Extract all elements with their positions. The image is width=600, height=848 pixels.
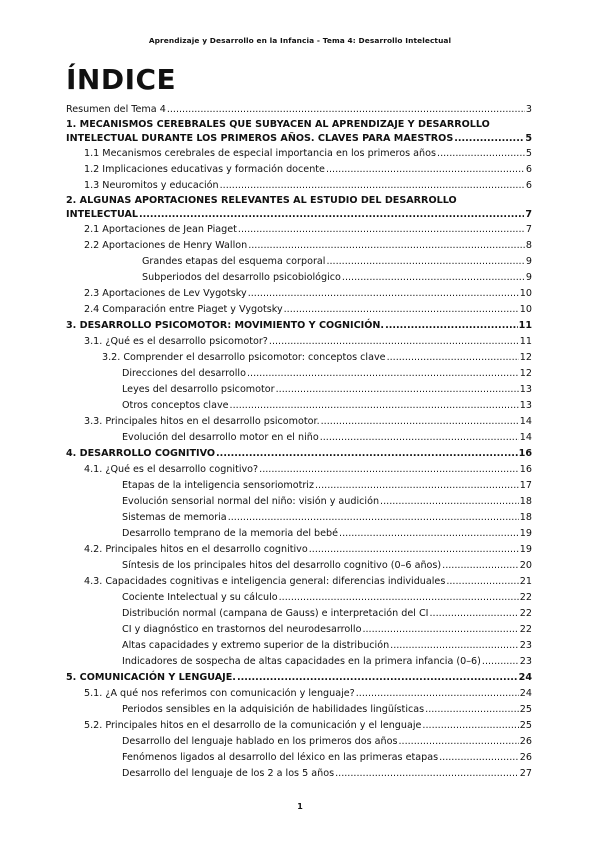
toc-entry-4-2[interactable]: 4.2. Principales hitos en el desarrollo cognitivo ..... 19 xyxy=(66,542,532,558)
toc-entry-4-1-c[interactable]: Sistemas de memoria ..... 18 xyxy=(66,510,532,526)
toc-entry-section-2[interactable]: 2. ALGUNAS APORTACIONES RELEVANTES AL ESTUDIO DEL DESARROLLO INTELECTUAL ..... 7 xyxy=(66,194,532,222)
toc-entry-5-2-b[interactable]: Fenómenos ligados al desarrollo del léxico en las primeras etapas ..... 26 xyxy=(66,750,532,766)
toc-entry-1-1[interactable]: 1.1 Mecanismos cerebrales de especial importancia en los primeros años ..... 5 xyxy=(66,146,532,162)
toc-entry-3-2-b[interactable]: Leyes del desarrollo psicomotor ..... 13 xyxy=(66,382,532,398)
toc-entry-4-3-d[interactable]: Altas capacidades y extremo superior de la distribución ..... 23 xyxy=(66,638,532,654)
toc-entry-section-5[interactable]: 5. COMUNICACIÓN Y LENGUAJE. ..... 24 xyxy=(66,670,532,686)
toc-entry-4-3-e[interactable]: Indicadores de sospecha de altas capacidades en la primera infancia (0–6) ..... 23 xyxy=(66,654,532,670)
toc-entry-2-2-b[interactable]: Subperiodos del desarrollo psicobiológico ..... 9 xyxy=(66,270,532,286)
toc-entry-4-3-c[interactable]: CI y diagnóstico en trastornos del neurodesarrollo ..... 22 xyxy=(66,622,532,638)
toc-entry-3-2-c[interactable]: Otros conceptos clave ..... 13 xyxy=(66,398,532,414)
toc-entry-1-3[interactable]: 1.3 Neuromitos y educación ..... 6 xyxy=(66,178,532,194)
toc-entry-4-3-b[interactable]: Distribución normal (campana de Gauss) e interpretación del CI ..... 22 xyxy=(66,606,532,622)
toc-entry-4-1-d[interactable]: Desarrollo temprano de la memoria del bebé ..... 19 xyxy=(66,526,532,542)
toc-entry-section-1[interactable]: 1. MECANISMOS CEREBRALES QUE SUBYACEN AL APRENDIZAJE Y DESARROLLO INTELECTUAL DURANTE LOS PRIMEROS AÑOS. CLAVES PARA MAESTROS ..... 5 xyxy=(66,118,532,146)
toc-entry-5-1[interactable]: 5.1. ¿A qué nos referimos con comunicación y lenguaje? ..... 24 xyxy=(66,686,532,702)
toc-entry-section-3[interactable]: 3. DESARROLLO PSICOMOTOR: MOVIMIENTO Y COGNICIÓN. ..... 11 xyxy=(66,318,532,334)
toc-entry-4-3-a[interactable]: Cociente Intelectual y su cálculo ..... 22 xyxy=(66,590,532,606)
table-of-contents xyxy=(66,102,532,782)
toc-entry-1-2[interactable]: 1.2 Implicaciones educativas y formación docente ..... 6 xyxy=(66,162,532,178)
toc-entry-3-2-a[interactable]: Direcciones del desarrollo ..... 12 xyxy=(66,366,532,382)
toc-entry-2-3[interactable]: 2.3 Aportaciones de Lev Vygotsky ..... 10 xyxy=(66,286,532,302)
toc-entry-4-3[interactable]: 4.3. Capacidades cognitivas e inteligencia general: diferencias individuales ..... 21 xyxy=(66,574,532,590)
toc-entry-resumen[interactable]: Resumen del Tema 4 ..... 3 xyxy=(66,102,532,118)
toc-entry-section-4[interactable]: 4. DESARROLLO COGNITIVO ..... 16 xyxy=(66,446,532,462)
toc-entry-5-2-c[interactable]: Desarrollo del lenguaje de los 2 a los 5 años ..... 27 xyxy=(66,766,532,782)
toc-entry-4-1-b[interactable]: Evolución sensorial normal del niño: visión y audición ..... 18 xyxy=(66,494,532,510)
toc-entry-4-1[interactable]: 4.1. ¿Qué es el desarrollo cognitivo? ..... 16 xyxy=(66,462,532,478)
toc-entry-2-2[interactable]: 2.2 Aportaciones de Henry Wallon ..... 8 xyxy=(66,238,532,254)
page-number: 1 xyxy=(297,802,303,811)
toc-entry-3-3[interactable]: 3.3. Principales hitos en el desarrollo psicomotor. ..... 14 xyxy=(66,414,532,430)
toc-entry-5-1-a[interactable]: Periodos sensibles en la adquisición de habilidades lingüísticas ..... 25 xyxy=(66,702,532,718)
toc-entry-5-2[interactable]: 5.2. Principales hitos en el desarrollo de la comunicación y el lenguaje ..... 25 xyxy=(66,718,532,734)
toc-entry-2-4[interactable]: 2.4 Comparación entre Piaget y Vygotsky ..... 10 xyxy=(66,302,532,318)
toc-entry-2-1[interactable]: 2.1 Aportaciones de Jean Piaget ..... 7 xyxy=(66,222,532,238)
toc-entry-3-2[interactable]: 3.2. Comprender el desarrollo psicomotor: conceptos clave ..... 12 xyxy=(66,350,532,366)
running-header: Aprendizaje y Desarrollo en la Infancia - Tema 4: Desarrollo Intelectual xyxy=(148,36,452,45)
toc-entry-5-2-a[interactable]: Desarrollo del lenguaje hablado en los primeros dos años ..... 26 xyxy=(66,734,532,750)
toc-entry-3-1[interactable]: 3.1. ¿Qué es el desarrollo psicomotor? ..... 11 xyxy=(66,334,532,350)
toc-entry-4-1-a[interactable]: Etapas de la inteligencia sensoriomotriz ..... 17 xyxy=(66,478,532,494)
toc-entry-4-2-a[interactable]: Síntesis de los principales hitos del desarrollo cognitivo (0–6 años) ..... 20 xyxy=(66,558,532,574)
toc-entry-2-2-a[interactable]: Grandes etapas del esquema corporal ..... 9 xyxy=(66,254,532,270)
index-title: ÍNDICE xyxy=(66,63,177,96)
toc-entry-3-3-a[interactable]: Evolución del desarrollo motor en el niño ..... 14 xyxy=(66,430,532,446)
